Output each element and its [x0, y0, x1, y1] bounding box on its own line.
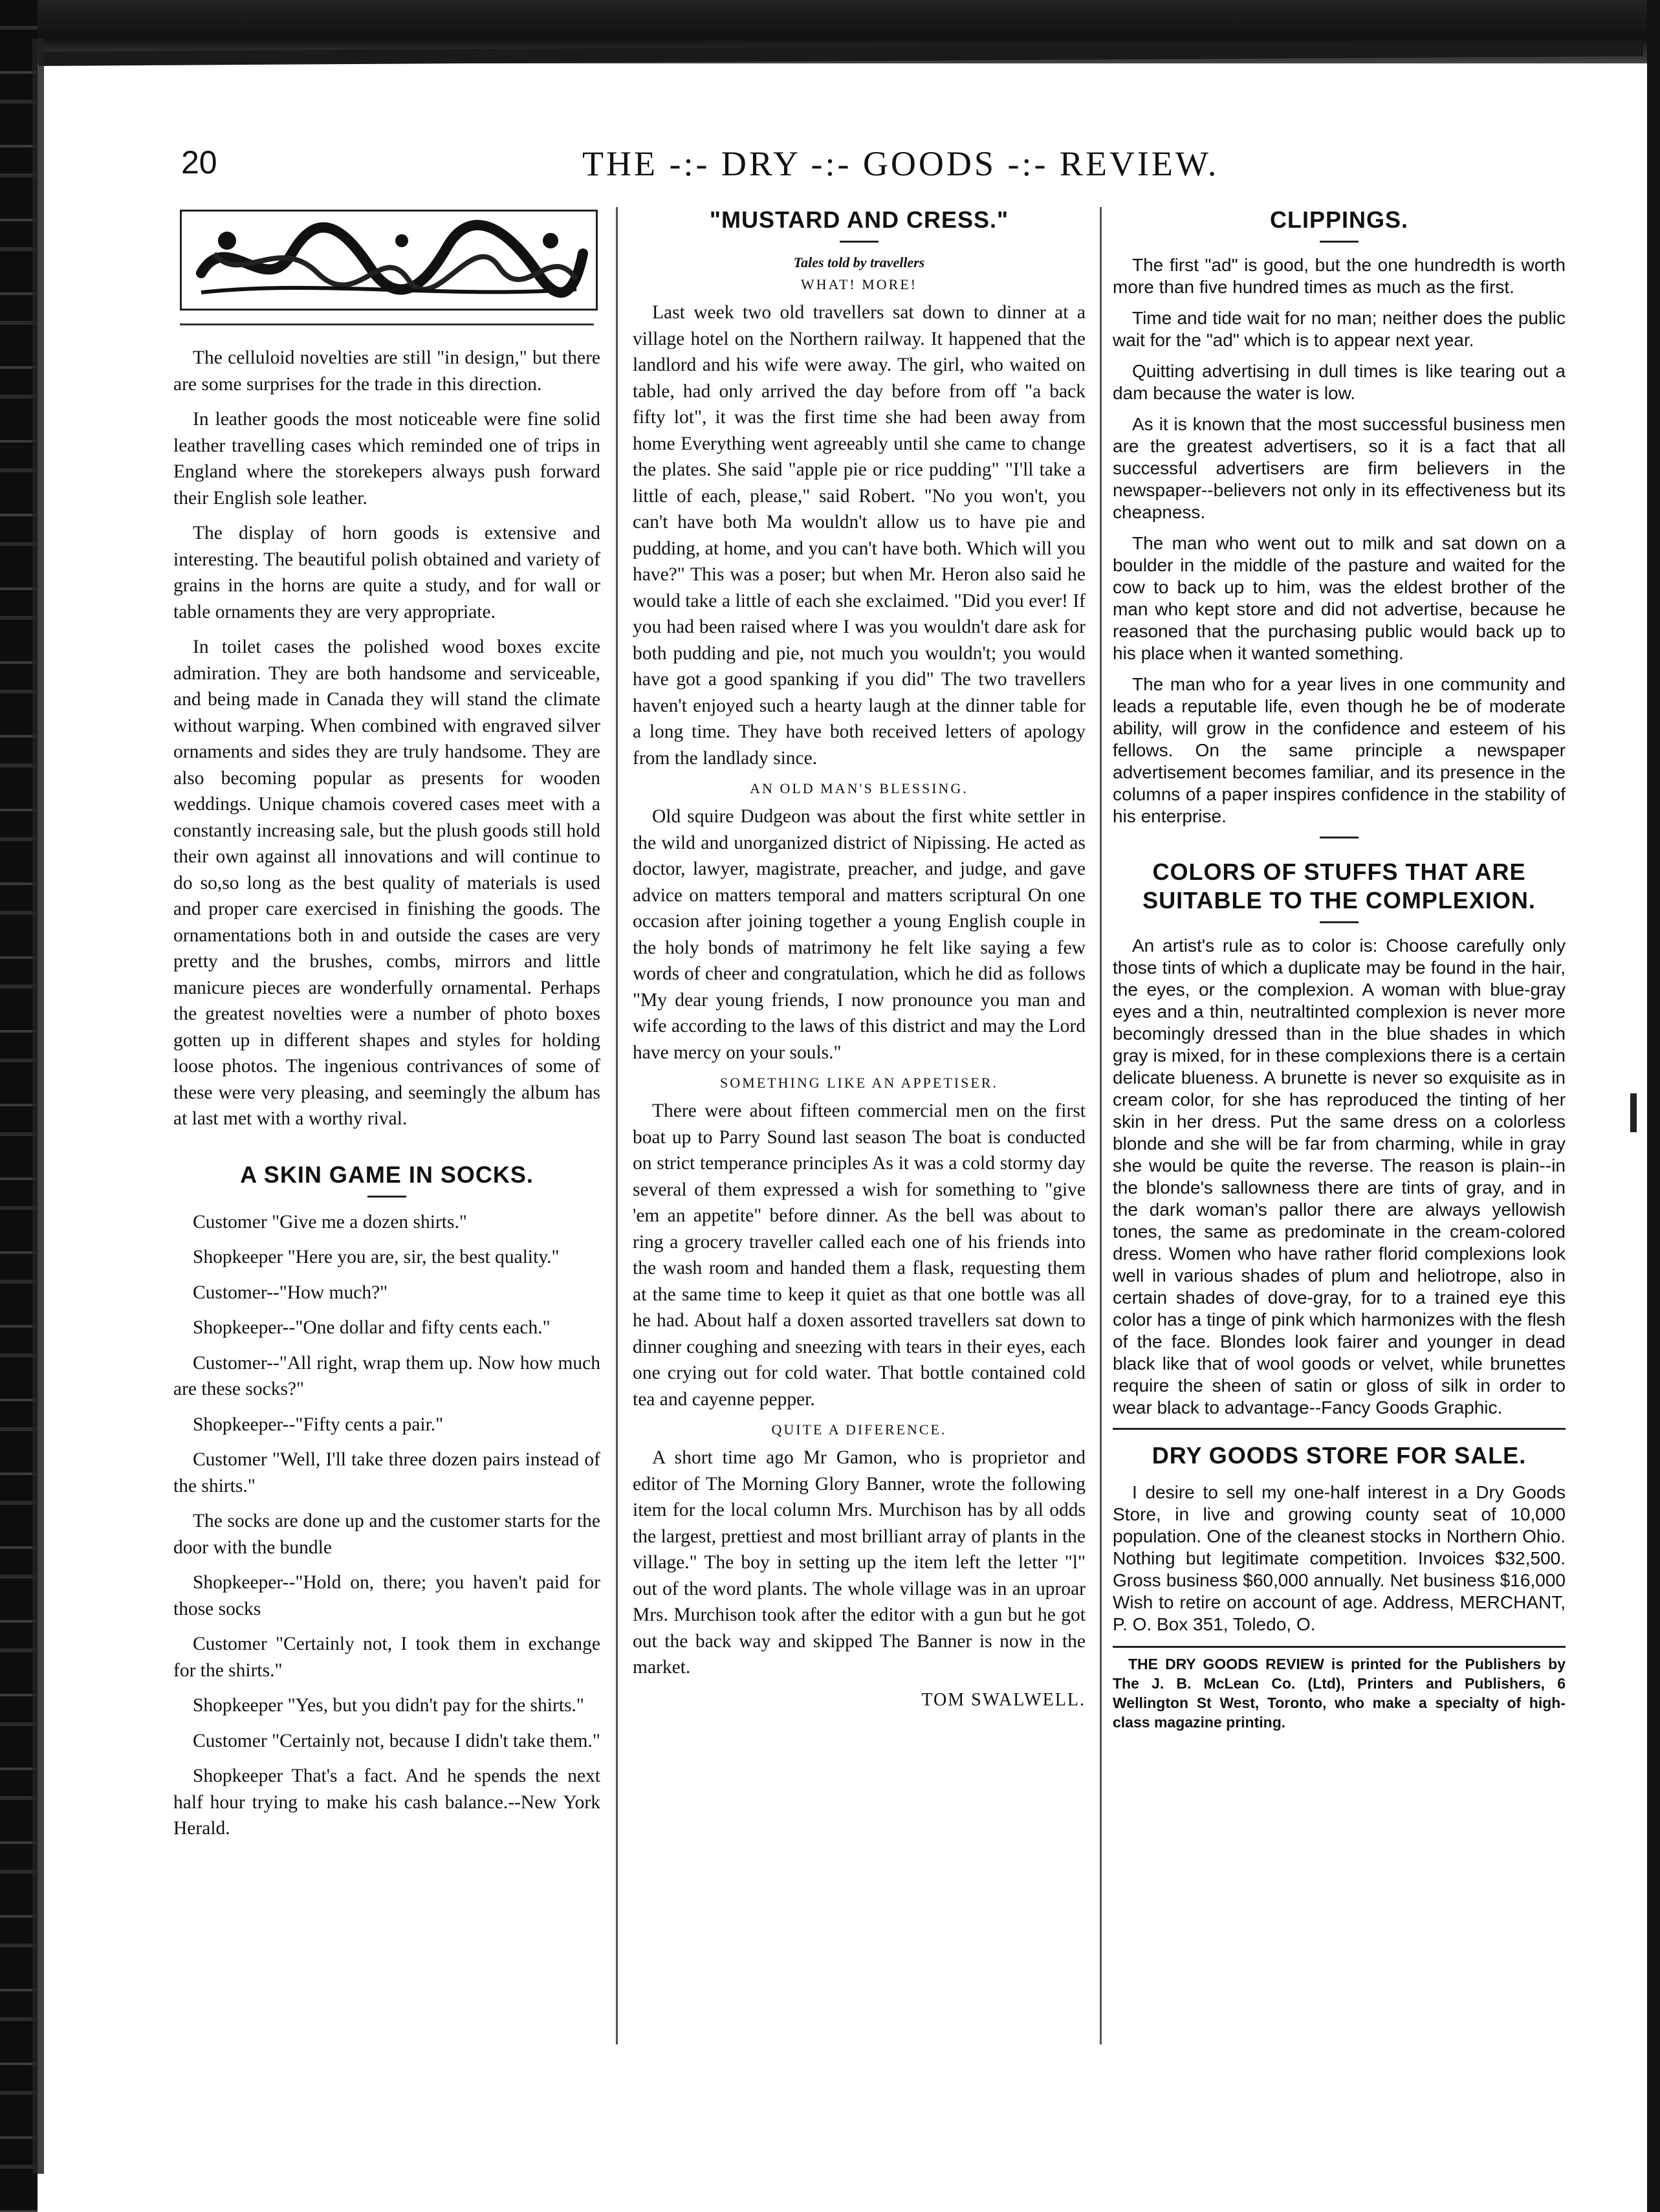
- clipping: The man who for a year lives in one community and leads a reputable life, even though he be of moderate ability, will grow in the confidence and esteem of his fellows. On the same principle a newspaper advertisement becomes familiar, and its presence in the columns of a paper inspires confidence in the stability of his enterprise.: [1113, 674, 1566, 826]
- clipping: Time and tide wait for no man; neither does the public wait for the "ad" which is to appear next year.: [1113, 308, 1566, 350]
- divider: [1320, 241, 1359, 243]
- divider: [1113, 1428, 1566, 1430]
- dialogue-line: Customer--"All right, wrap them up. Now how much are these socks?": [173, 1352, 600, 1399]
- scan-right-border: [1647, 0, 1660, 2212]
- section-heading: QUITE A DIFERENCE.: [771, 1421, 947, 1438]
- dialogue-line: Shopkeeper--"Hold on, there; you haven't paid for those socks: [173, 1572, 600, 1619]
- advertisement-title: DRY GOODS STORE FOR SALE.: [1152, 1442, 1527, 1469]
- dialogue-line: Shopkeeper That's a fact. And he spends the next half hour trying to make his cash balance.--New York Herald.: [173, 1766, 600, 1839]
- column-divider: [1100, 207, 1102, 2044]
- divider: [1320, 921, 1359, 923]
- page-number: 20: [181, 144, 217, 181]
- article-title: COLORS OF STUFFS THAT ARE SUITABLE TO THE COMPLEXION.: [1142, 859, 1536, 914]
- section-heading: SOMETHING LIKE AN APPETISER.: [720, 1075, 998, 1091]
- dialogue-line: Shopkeeper "Here you are, sir, the best quality.": [193, 1247, 560, 1267]
- paragraph: There were about fifteen commercial men on the first boat up to Parry Sound last season The boat is conducted on strict temperance principles As it was a cold stormy day several of them expressed a wish for something to "give 'em an appetite" before dinner. As the bell was about to ring a grocery traveller called each one of his friends into the wash room and handed them a flask, requesting them at the same time to keep it quiet as that one bottle was all he had. About half a doxen assorted travellers sat down to dinner coughing and sneezing with tears in their eyes, each one crying out for cold water. That bottle contained cold tea and cayenne pepper.: [633, 1101, 1086, 1410]
- paragraph: In leather goods the most noticeable were fine solid leather travelling cases which reminded one of trips in England where the storekepers always push forward their English sole leather.: [173, 409, 600, 509]
- dialogue-line: Customer "Certainly not, I took them in exchange for the shirts.": [173, 1634, 600, 1681]
- divider: [1320, 837, 1359, 838]
- article-title: CLIPPINGS.: [1269, 206, 1409, 233]
- dialogue-line: Shopkeeper--"One dollar and fifty cents each.": [193, 1317, 551, 1338]
- paragraph: Last week two old travellers sat down to dinner at a village hotel on the Northern railway. It happened that the landlord and his wife were away. The girl, who waited on table, had only arrived the day before from off "a back fifty lot", it was the first time she had been away from home Everything went agreeably until she came to change the plates. She said "apple pie or rice pudding" "I'll take a little of each, please," said Robert. "No you won't, you can't have both Ma wouldn't allow us to have pie and pudding, at home, and you can't have both. Which will you have?" This was a poser; but when Mr. Heron also said he would take a little of each she exclaimed. "Did you ever! If you had been raised where I was you wouldn't dare ask for both pudding and pie, not much you wouldn't; you would have got a good spanking if you did" The two travellers haven't enjoyed such a hearty laugh at the dinner table for a long time. They have both received letters of apology from the landlady since.: [633, 302, 1086, 769]
- dialogue-line: Customer "Certainly not, because I didn't take them.": [193, 1730, 600, 1751]
- scan-left-edge: [32, 39, 44, 2174]
- fancy-goods-logo: [180, 210, 598, 311]
- clipping: Quitting advertising in dull times is like tearing out a dam because the water is low.: [1113, 361, 1566, 403]
- article-title: A SKIN GAME IN SOCKS.: [240, 1161, 534, 1188]
- column-divider: [616, 207, 618, 2044]
- dialogue-line: Shopkeeper--"Fifty cents a pair.": [193, 1414, 444, 1435]
- clipping: The man who went out to milk and sat down on a boulder in the middle of the pasture and waited for the cow to back up to him, was the eldest brother of the man who kept store and did not advertise, because he reasoned that the purchasing public would back up to his place when it wanted something.: [1113, 533, 1566, 663]
- column-clippings: [1113, 206, 1566, 1732]
- dialogue-line: Shopkeeper "Yes, but you didn't pay for the shirts.": [193, 1695, 584, 1716]
- dialogue-line: The socks are done up and the customer starts for the door with the bundle: [173, 1511, 600, 1558]
- section-heading: AN OLD MAN'S BLESSING.: [750, 780, 968, 796]
- advertisement-text: I desire to sell my one-half interest in a Dry Goods Store, in live and growing county seat of 10,000 population. One of the cleanest stocks in Northern Ohio. Nothing but legitimate competition. Invoices $32,500. Gross business $60,000 annually. Net business $16,000 Wish to retire on account of age. Address, MERCHANT, P. O. Box 351, Toledo, O.: [1113, 1482, 1566, 1634]
- masthead-title: THE -:- DRY -:- GOODS -:- REVIEW.: [582, 144, 1219, 183]
- paragraph: Old squire Dudgeon was about the first white settler in the wild and unorganized district of Nipissing. He acted as doctor, lawyer, magistrate, preacher, and judge, and gave advice on matters temporal and matters scriptural On one occasion after joining together a young English couple in the holy bonds of matrimony he felt like saying a few words of cheer and congratulation, which he did as follows "My dear young friends, I now pronounce you man and wife according to the laws of this district and may the Lord have mercy on your souls.": [633, 806, 1086, 1063]
- dialogue-line: Customer--"How much?": [193, 1282, 388, 1303]
- article-subtitle: Tales told by travellers: [793, 254, 925, 270]
- column-fancy-goods: [173, 206, 600, 1851]
- paragraph: The celluloid novelties are still "in design," but there are some surprises for the trade in this direction.: [173, 347, 600, 395]
- paragraph: An artist's rule as to color is: Choose carefully only those tints of which a duplicate may be found in the hair, the eyes, or the complexion. A woman with blue-gray eyes and a thin, neutraltinted complexion is never more becomingly dressed than in the blue shades in which gray is mixed, for in these complexions there is a certain delicate blueness. A brunette is never so exquisite as in cream color, for she has reproduced the tinting of her skin in her dress. Put the same dress on a colorless blonde and she will be far from charming, while in gray she would be quite the reverse. The reason is plain--in the blonde's sallowness there are tints of gray, and in the dark woman's pallor there are always yellowish tones, the same as predominate in the cream-colored dress. Women who have rather florid complexions look well in various shades of plum and heliotrope, also in certain shades of dove-gray, for to a trained eye this color has a tinge of pink which harmonizes with the flesh of the face. Blondes look fairer and younger in dead black like that of wool goods or velvet, while brunettes require the sheen of satin or gloss of silk in order to wear black to advantage--Fancy Goods Graphic.: [1113, 936, 1566, 1418]
- printer-imprint: THE DRY GOODS REVIEW is printed for the Publishers by The J. B. McLean Co. (Ltd), Printers and Publishers, 6 Wellington St West, Toronto, who make a specialty of high-class magazine printing.: [1113, 1646, 1566, 1732]
- paragraph: In toilet cases the polished wood boxes excite admiration. They are both handsome and serviceable, and being made in Canada they will stand the climate without warping. When combined with engraved silver ornaments and sides they are truly handsome. They are also becoming popular as presents for wooden weddings. Unique chamois covered cases meet with a constantly increasing sale, but the plush goods still hold their own against all innovations and will continue to do so,so long as the best quality of materials is used and proper care exercised in finishing the goods. The ornamentations both in and outside the cases are very pretty and the brushes, combs, mirrors and little manicure pieces are wonderfully ornamental. Perhaps the greatest novelties were a number of photo boxes gotten up in different shapes and styles for holding loose photos. The ingenious contrivances of some of these were very pleasing, and seemingly the album has at last met with a worthy rival.: [173, 637, 600, 1129]
- paragraph: A short time ago Mr Gamon, who is proprietor and editor of The Morning Glory Banner, wrote the following item for the local column Mrs. Murchison has by all odds the largest, prettiest and most brilliant array of plants in the village." The boy in setting up the item left the letter "l" out of the word plants. The whole village was in an uproar Mrs. Murchison took after the editor with a gun but he got out the back way and skipped The Banner is now in the market.: [633, 1447, 1086, 1678]
- clipping: The first "ad" is good, but the one hundredth is worth more than five hundred times as much as the first.: [1113, 255, 1566, 297]
- dialogue-line: Customer "Well, I'll take three dozen pairs instead of the shirts.": [173, 1449, 600, 1496]
- section-heading: WHAT! MORE!: [800, 276, 918, 292]
- article-title: "MUSTARD AND CRESS.": [709, 206, 1009, 233]
- column-mustard-and-cress: [633, 206, 1086, 1717]
- author-signature: TOM SWALWELL.: [921, 1689, 1086, 1710]
- dialogue-line: Customer "Give me a dozen shirts.": [193, 1211, 467, 1232]
- clipping: As it is known that the most successful business men are the greatest advertisers, so it is a fact that all successful advertisers are firm believers in the newspaper--believers not only in its effectiveness but its cheapness.: [1113, 414, 1566, 522]
- divider: [180, 323, 594, 325]
- divider: [840, 241, 879, 243]
- margin-mark: [1630, 1093, 1637, 1132]
- paragraph: The display of horn goods is extensive and interesting. The beautiful polish obtained and variety of grains in the horns are quite a study, and for wall or table ornaments they are very appropriate.: [173, 523, 600, 622]
- divider: [367, 1196, 406, 1198]
- page-header: [181, 144, 1566, 189]
- fancy-goods-logo-art: [188, 215, 589, 305]
